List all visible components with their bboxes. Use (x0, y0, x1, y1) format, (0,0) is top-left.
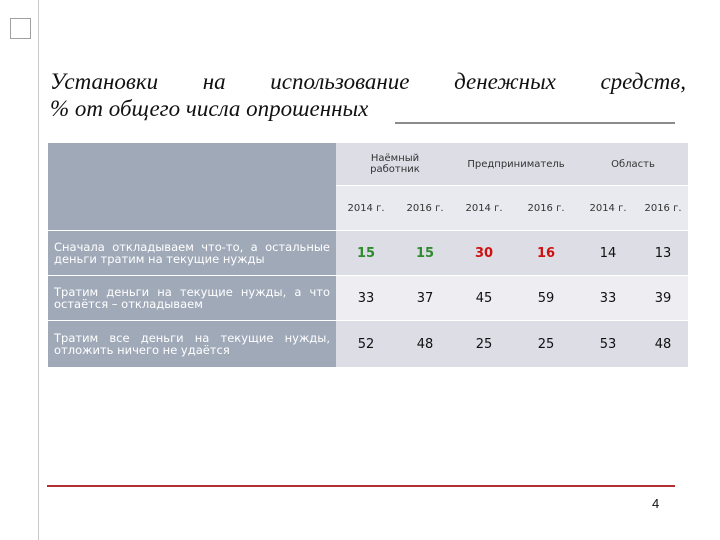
table-cell: 59 (514, 276, 578, 321)
table-cell: 13 (638, 231, 688, 276)
table-cell: 25 (454, 321, 514, 368)
table-row (48, 321, 688, 368)
slide-bullet-square (10, 18, 31, 39)
title-underline (395, 122, 675, 124)
table-cell: 33 (336, 276, 396, 321)
table-cell: 39 (638, 276, 688, 321)
table-cell: 15 (396, 231, 454, 276)
table-cell: 37 (396, 276, 454, 321)
header-row-groups (48, 143, 688, 186)
title-word: на (202, 69, 226, 94)
table-cell: 16 (514, 231, 578, 276)
year-header: 2014 г. (578, 186, 638, 231)
table-cell: 15 (336, 231, 396, 276)
table-cell: 53 (578, 321, 638, 368)
table-cell: 33 (578, 276, 638, 321)
title-word: средств, (600, 69, 686, 94)
year-header: 2016 г. (514, 186, 578, 231)
slide-left-rule (38, 0, 39, 540)
page-number: 4 (652, 496, 660, 511)
header-blank-cell (48, 143, 336, 231)
table-cell: 52 (336, 321, 396, 368)
year-header: 2016 г. (638, 186, 688, 231)
group-header-employee: Наёмный работник (336, 143, 454, 186)
group-header-region: Область (578, 143, 688, 186)
slide-title (50, 68, 690, 122)
year-header: 2016 г. (396, 186, 454, 231)
table-cell: 25 (514, 321, 578, 368)
table-cell: 48 (638, 321, 688, 368)
table-row (48, 276, 688, 321)
row-label: Тратим все деньги на текущие нужды, отложить ничего не удаётся (48, 321, 336, 368)
row-label: Тратим деньги на текущие нужды, а что остаётся – откладываем (48, 276, 336, 321)
title-line-1 (50, 68, 686, 95)
survey-table (48, 143, 688, 368)
footer-rule (47, 485, 675, 487)
table-row (48, 231, 688, 276)
title-word: Установки (50, 69, 159, 94)
row-label: Сначала откладываем что-то, а остальные деньги тратим на текущие нужды (48, 231, 336, 276)
table-cell: 45 (454, 276, 514, 321)
year-header: 2014 г. (336, 186, 396, 231)
table-cell: 30 (454, 231, 514, 276)
table-cell: 14 (578, 231, 638, 276)
year-header: 2014 г. (454, 186, 514, 231)
title-word: использование (270, 69, 410, 94)
group-header-entrepreneur: Предприниматель (454, 143, 578, 186)
title-word: денежных (454, 69, 556, 94)
table-cell: 48 (396, 321, 454, 368)
title-line-2: % от общего числа опрошенных (50, 96, 369, 121)
